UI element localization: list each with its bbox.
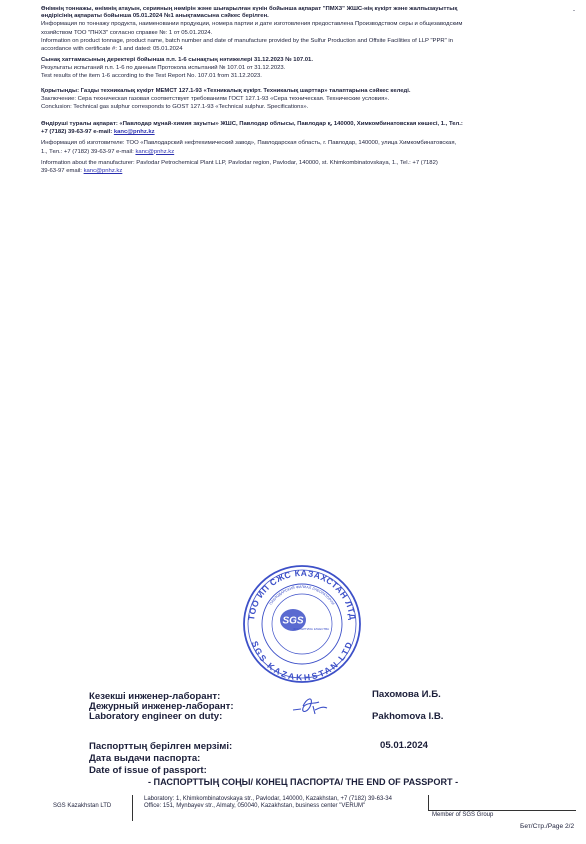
product-info-section [41,5,577,53]
engineer-name-en: Pakhomova I.B. [372,711,444,722]
engineer-label-en: Laboratory engineer on duty: [89,711,223,722]
product-info-en-line1: Information on product tonnage, product name, batch number and date of manufacture provided by the Sulfur Production and Offsite Facilities of LLP "PPR" in [41,37,453,44]
product-info-kz-line2: өндірісінің ақпараты бойынша 05.01.2024 №1 анықтамасына сәйкес берілген. [41,13,269,20]
manufacturer-section [41,120,577,175]
footer-company: SGS Kazakhstan LTD [53,803,112,809]
test-results-ru: Результаты испытаний п.п. 1-6 по данным Протокола испытаний № 107.01 от 31.12.2023. [41,65,286,72]
stamp-inner-text: ПАВЛОДАРСКИЙ ФИЛИАЛ ЛАБОРАТОРИИ [268,584,336,606]
manufacturer-kz-line2 [41,128,577,136]
footer-member: Member of SGS Group [432,812,494,818]
manufacturer-en-line1: Information about the manufacturer: Pavlodar Petrochemical Plant LLP, Pavlodar region, Pavlodar, 140000, st. Khimkombinatovskaya, 1., Tel.: +7 (7182) [41,159,438,166]
product-info-en-line2: accordance with certificate #: 1 and dated: 05.01.2024 [41,46,183,53]
handwritten-signature [285,692,335,722]
footer-divider-right [428,795,429,810]
footer-rule [428,810,576,811]
manufacturer-ru-line1: Информация об изготовителе: ТОО «Павлодарский нефтехимический завод», Павлодарская область, г. Павлодар, 140000, улица Химкомбинатовская, [41,140,457,147]
engineer-label-kz: Кезекші инженер-лаборант: [89,691,221,702]
conclusion-section [41,87,577,112]
manufacturer-en-email-link[interactable]: kanc@pnhz.kz [83,168,123,175]
conclusion-ru: Заключение: Сера техническая газовая соответствует требованиям ГОСТ 127.1-93 «Сера техническая. Технические условия». [41,96,390,103]
product-info-ru-line2: хозяйством ТОО "ПНХЗ" согласно справке №: 1 от 05.01.2024. [41,29,213,36]
engineer-name-ru: Пахомова И.Б. [372,689,441,700]
top-dash-mark: - [573,8,575,14]
footer-address-lab: Laboratory: 1, Khimkombinatovskaya str., Pavlodar, 140000, Kazakhstan, +7 (7182) 39-63-34 [144,796,392,802]
product-info-ru-line1: Информация по тоннажу продукта, наименовании продукции, номера партии и дате изготовления предоставлена Производством серы и общезаводским [41,21,463,28]
footer-page-number: Бет/Стр./Page 2/2 [520,823,575,830]
passport-end-line: - ПАСПОРТТЫҢ СОҢЫ/ КОНЕЦ ПАСПОРТА/ THE END OF PASSPORT - [148,777,459,787]
manufacturer-en-line2 [41,167,577,175]
manufacturer-ru-phone: 1., Тел.: +7 (7182) 39-63-97 e-mail: [41,148,136,155]
test-results-kz: Сынақ хаттамасының деректері бойынша п.п. 1-6 сынақтың нәтижелері 31.12.2023 № 107.01. [41,57,313,63]
issue-date-label-en: Date of issue of passport: [89,765,207,776]
conclusion-kz: Қорытынды: Газды техникалық күкірт МЕМСТ 127.1-93 «Техникалық күкірт. Техникалық шарттар» талаптарына сәйкес келеді. [41,88,411,94]
engineer-label-ru: Дежурный инженер-лаборант: [89,701,234,712]
issue-date-label-kz: Паспорттың берілген мерзімі: [89,741,233,752]
manufacturer-kz-phone: +7 (7182) 39-63-97 e-mail: [41,129,114,136]
sgs-logo-text: SGS [282,615,304,627]
stamp-outer-bottom-text: SGS KAZAKHSTAN LTD [249,639,355,683]
manufacturer-kz-line1: Өндіруші туралы ақпарат: «Павлодар мұнай-химия зауыты» ЖШС, Павлодар облысы, Павлодар қ, 140000, Химкомбинатовская көшесі, 1., Тел.: [41,121,463,127]
test-results-en: Test results of the item 1-6 according to the Test Report No. 107.01 from 31.12.2023. [41,73,262,80]
sgs-stamp [240,562,364,686]
stamp-outer-top-text: ТОО ИП СЖС КАЗАХСТАН ЛТД [246,567,358,621]
svg-text:SGS KAZAKHSTAN LTD [250,640,355,683]
issue-date-value: 05.01.2024 [380,740,429,751]
footer-address-office: Office: 151, Mynbayev str., Almaty, 050040, Kazakhstan, business center "VERUM" [144,803,366,809]
conclusion-en: Conclusion: Technical gas sulphur corresponds to GOST 127.1-93 «Technical sulphur. Specifications». [41,104,309,111]
sgs-logo-subtext: ЭКСПЕРТИЗА КАЧЕСТВА [292,627,330,631]
sgs-logo [280,609,329,631]
test-results-section [41,56,577,81]
footer-divider-left [132,795,133,821]
product-info-kz-line1: Өнімнің тоннажы, өнімнің атауын, серияның нөмірін және шығарылған күнін бойынша ақпарат "ПМХЗ" ЖШС-нің күкірт және жалпызауыттық [41,6,458,12]
issue-date-label-ru: Дата выдачи паспорта: [89,753,201,764]
manufacturer-ru-email-link[interactable]: kanc@pnhz.kz [135,148,175,155]
manufacturer-ru-line2 [41,148,577,156]
svg-text:ПАВЛОДАРСКИЙ ФИЛИАЛ ЛАБОРАТОРИ [269,585,336,606]
manufacturer-en-phone: 39-63-97 email: [41,168,84,175]
manufacturer-kz-email-link[interactable]: kanc@pnhz.kz [113,129,155,136]
